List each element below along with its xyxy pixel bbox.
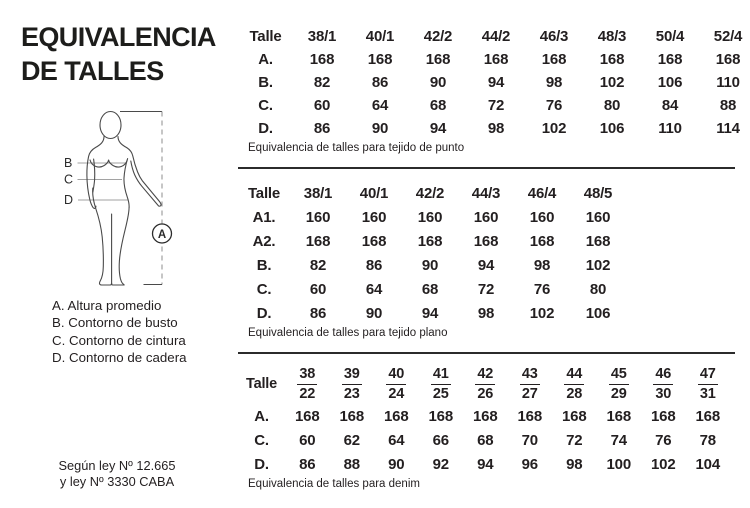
size-table-tejido-de-punto	[238, 25, 750, 154]
measurement-value: 168	[529, 232, 555, 250]
size-column-header	[641, 364, 686, 404]
size-column-header	[330, 364, 375, 404]
measurement-value: 160	[585, 208, 611, 226]
size-fraction-top: 45	[609, 367, 629, 385]
size-header-row	[238, 25, 750, 48]
measurement-value: 68	[429, 97, 447, 114]
measurement-value: 168	[562, 407, 587, 425]
measurement-value: 64	[371, 97, 389, 114]
measurement-value: 76	[545, 97, 563, 114]
measurement-row-label: B.	[256, 256, 272, 274]
size-table-grid	[238, 364, 730, 476]
measurement-value: 168	[695, 407, 720, 425]
measurement-value: 60	[313, 97, 331, 114]
measurement-value: 160	[305, 208, 331, 226]
measurement-value: 168	[473, 407, 498, 425]
tables-pane	[238, 0, 750, 508]
size-header-row	[238, 364, 730, 404]
measurement-value: 90	[371, 120, 389, 137]
size-column-header: 50/4	[655, 28, 685, 45]
figure-head	[100, 112, 121, 139]
size-column-header: 40/1	[359, 184, 389, 202]
size-fraction-bottom: 28	[566, 385, 583, 402]
measurement-value: 86	[299, 455, 316, 473]
measurement-row-label: C.	[254, 431, 269, 449]
size-column-header	[597, 364, 642, 404]
size-fraction-top: 47	[698, 367, 718, 385]
size-header-row	[238, 181, 626, 205]
size-fraction-top: 44	[564, 367, 584, 385]
size-fraction-top: 42	[475, 367, 495, 385]
page-title	[21, 20, 216, 88]
measurement-value: 168	[425, 51, 451, 68]
measurement-value: 94	[421, 304, 439, 322]
measurement-row-label: D.	[256, 304, 272, 322]
size-fraction	[698, 367, 718, 401]
legend-item-busto: B. Contorno de busto	[52, 315, 178, 331]
measurement-value: 168	[417, 232, 443, 250]
measurement-value: 168	[367, 51, 393, 68]
measurement-value: 102	[599, 74, 625, 91]
measurement-value: 94	[429, 120, 447, 137]
measurement-row	[238, 277, 626, 301]
law-note-line1: Según ley Nº 12.665	[58, 458, 176, 473]
measurement-legend	[52, 297, 187, 366]
size-column-header: 42/2	[415, 184, 445, 202]
size-fraction-bottom: 31	[699, 385, 716, 402]
measurement-row	[238, 404, 730, 428]
measurement-value: 160	[417, 208, 443, 226]
measurement-row-label: A2.	[252, 232, 276, 250]
size-column-header	[374, 364, 419, 404]
size-header-label: Talle	[249, 28, 282, 45]
measurement-value: 106	[585, 304, 611, 322]
size-column-header: 46/3	[539, 28, 569, 45]
size-header-label: Talle	[246, 376, 277, 392]
table-divider-2	[238, 352, 735, 354]
measurement-row	[238, 428, 730, 452]
left-pane	[0, 0, 238, 508]
size-column-header: 46/4	[527, 184, 557, 202]
measurement-value: 86	[309, 304, 327, 322]
measurement-row	[238, 205, 626, 229]
measurement-value: 94	[477, 455, 494, 473]
measurement-value: 160	[529, 208, 555, 226]
measurement-value: 98	[487, 120, 505, 137]
measurement-value: 168	[599, 51, 625, 68]
table-caption: Equivalencia de talles para tejido plano	[248, 327, 448, 339]
measurement-value: 90	[365, 304, 383, 322]
size-column-header: 38/1	[307, 28, 337, 45]
size-column-header: 48/3	[597, 28, 627, 45]
measurement-value: 88	[719, 97, 737, 114]
measurement-value: 90	[388, 455, 405, 473]
measurement-value: 80	[603, 97, 621, 114]
measurement-row-label: D.	[258, 120, 273, 137]
table-divider-1	[238, 167, 735, 169]
measurement-value: 70	[521, 431, 538, 449]
size-column-header	[419, 364, 464, 404]
legend-item-altura: A. Altura promedio	[52, 298, 162, 313]
measurement-value: 82	[313, 74, 331, 91]
legend-item-cintura: C. Contorno de cintura	[52, 332, 186, 348]
measurement-value: 72	[487, 97, 505, 114]
size-column-header: 38/1	[303, 184, 333, 202]
bust-label: B	[64, 156, 73, 170]
measurement-value: 168	[606, 407, 631, 425]
size-table-tejido-plano	[238, 181, 626, 339]
measurement-value: 86	[365, 256, 383, 274]
size-fraction	[431, 367, 451, 401]
law-note-line2: y ley Nº 3330 CABA	[59, 473, 175, 489]
measurement-value: 98	[477, 304, 495, 322]
measurement-row	[238, 48, 750, 71]
measurement-value: 110	[658, 120, 682, 137]
measurement-value: 102	[541, 120, 567, 137]
measurement-row-label: C.	[258, 97, 273, 114]
measurement-value: 86	[313, 120, 331, 137]
size-fraction	[386, 367, 406, 401]
measurement-value: 168	[541, 51, 567, 68]
size-fraction	[297, 367, 317, 401]
height-label: A	[157, 229, 167, 241]
size-column-header	[686, 364, 731, 404]
legend-item-cadera: D. Contorno de cadera	[52, 349, 187, 365]
measurement-value: 64	[388, 431, 405, 449]
body-figure-icon	[40, 100, 220, 300]
measurement-value: 168	[309, 51, 335, 68]
size-fraction-bottom: 30	[655, 385, 672, 402]
measurement-value: 110	[716, 74, 740, 91]
measurement-value: 64	[365, 280, 383, 298]
size-fraction-top: 41	[431, 367, 451, 385]
measurement-value: 88	[343, 455, 360, 473]
measurement-value: 168	[715, 51, 741, 68]
measurement-value: 106	[657, 74, 683, 91]
measurement-value: 72	[477, 280, 495, 298]
measurement-row	[238, 117, 750, 140]
measurement-value: 84	[661, 97, 679, 114]
measurement-value: 92	[432, 455, 449, 473]
table-caption: Equivalencia de talles para denim	[248, 478, 420, 490]
page-title-line1: EQUIVALENCIA	[21, 22, 216, 52]
measurement-value: 160	[473, 208, 499, 226]
measurement-value: 98	[545, 74, 563, 91]
size-table-denim	[238, 364, 730, 490]
measurement-row	[238, 71, 750, 94]
measurement-value: 106	[599, 120, 625, 137]
size-header-label: Talle	[247, 184, 281, 202]
page-title-line2: DE TALLES	[21, 56, 164, 86]
size-column-header	[552, 364, 597, 404]
measurement-value: 90	[421, 256, 439, 274]
measurement-value: 94	[477, 256, 495, 274]
size-column-header: 42/2	[423, 28, 453, 45]
measurement-value: 68	[477, 431, 494, 449]
measurement-value: 168	[305, 232, 331, 250]
size-fraction-bottom: 29	[610, 385, 627, 402]
measurement-value: 168	[657, 51, 683, 68]
measurement-value: 96	[521, 455, 538, 473]
table-caption: Equivalencia de talles para tejido de punto	[248, 142, 465, 154]
size-column-header	[463, 364, 508, 404]
measurement-value: 90	[429, 74, 447, 91]
size-column-header: 44/3	[471, 184, 501, 202]
measurement-value: 168	[517, 407, 542, 425]
measurement-row-label: B.	[258, 74, 273, 91]
size-fraction-top: 43	[520, 367, 540, 385]
measurement-value: 168	[473, 232, 499, 250]
waist-label: C	[64, 172, 74, 187]
measurement-value: 82	[309, 256, 327, 274]
measurement-value: 62	[343, 431, 360, 449]
measurement-row-label: A1.	[252, 208, 276, 226]
measurement-value: 66	[432, 431, 449, 449]
figure-body-outline	[87, 137, 161, 286]
size-fraction-top: 40	[386, 367, 406, 385]
measurement-value: 168	[483, 51, 509, 68]
size-table-grid	[238, 25, 750, 140]
measurement-row	[238, 94, 750, 117]
measurement-value: 102	[585, 256, 611, 274]
measurement-value: 168	[428, 407, 453, 425]
size-fraction-bottom: 23	[343, 385, 360, 402]
measurement-row	[238, 452, 730, 476]
size-fraction	[342, 367, 362, 401]
measurement-value: 72	[566, 431, 583, 449]
size-fraction	[520, 367, 540, 401]
measurement-value: 60	[309, 280, 327, 298]
size-table-grid	[238, 181, 626, 325]
measurement-row-label: A.	[258, 51, 273, 68]
measurement-value: 68	[421, 280, 439, 298]
measurement-value: 102	[651, 455, 676, 473]
law-note	[34, 458, 200, 490]
body-measurement-diagram	[40, 100, 220, 300]
measurement-value: 74	[610, 431, 627, 449]
measurement-value: 98	[533, 256, 551, 274]
size-column-header: 40/1	[365, 28, 395, 45]
measurement-value: 80	[589, 280, 607, 298]
size-fraction-bottom: 27	[521, 385, 538, 402]
measurement-value: 168	[361, 232, 387, 250]
measurement-value: 60	[299, 431, 316, 449]
size-fraction	[609, 367, 629, 401]
size-fraction-bottom: 22	[299, 385, 316, 402]
measurement-row	[238, 229, 626, 253]
size-fraction-top: 38	[297, 367, 317, 385]
size-column-header: 48/5	[583, 184, 613, 202]
measurement-row-label: A.	[254, 407, 269, 425]
measurement-value: 114	[716, 120, 740, 137]
size-column-header	[285, 364, 330, 404]
size-fraction-bottom: 24	[388, 385, 405, 402]
measurement-value: 104	[695, 455, 720, 473]
measurement-row-label: D.	[254, 455, 269, 473]
measurement-row	[238, 253, 626, 277]
measurement-value: 78	[699, 431, 716, 449]
measurement-value: 100	[606, 455, 631, 473]
size-fraction-top: 46	[653, 367, 673, 385]
measurement-value: 168	[295, 407, 320, 425]
size-column-header: 44/2	[481, 28, 511, 45]
size-column-header: 52/4	[713, 28, 743, 45]
size-fraction	[475, 367, 495, 401]
measurement-value: 102	[529, 304, 555, 322]
measurement-value: 168	[585, 232, 611, 250]
size-fraction	[653, 367, 673, 401]
measurement-value: 94	[487, 74, 505, 91]
measurement-value: 160	[361, 208, 387, 226]
size-fraction-bottom: 26	[477, 385, 494, 402]
measurement-value: 168	[384, 407, 409, 425]
size-column-header	[508, 364, 553, 404]
measurement-value: 76	[655, 431, 672, 449]
size-fraction	[564, 367, 584, 401]
measurement-value: 168	[651, 407, 676, 425]
measurement-value: 168	[339, 407, 364, 425]
size-fraction-bottom: 25	[432, 385, 449, 402]
measurement-value: 98	[566, 455, 583, 473]
measurement-row	[238, 301, 626, 325]
measurement-row-label: C.	[256, 280, 272, 298]
hip-label: D	[64, 193, 74, 207]
measurement-value: 86	[371, 74, 389, 91]
size-fraction-top: 39	[342, 367, 362, 385]
measurement-value: 76	[533, 280, 551, 298]
